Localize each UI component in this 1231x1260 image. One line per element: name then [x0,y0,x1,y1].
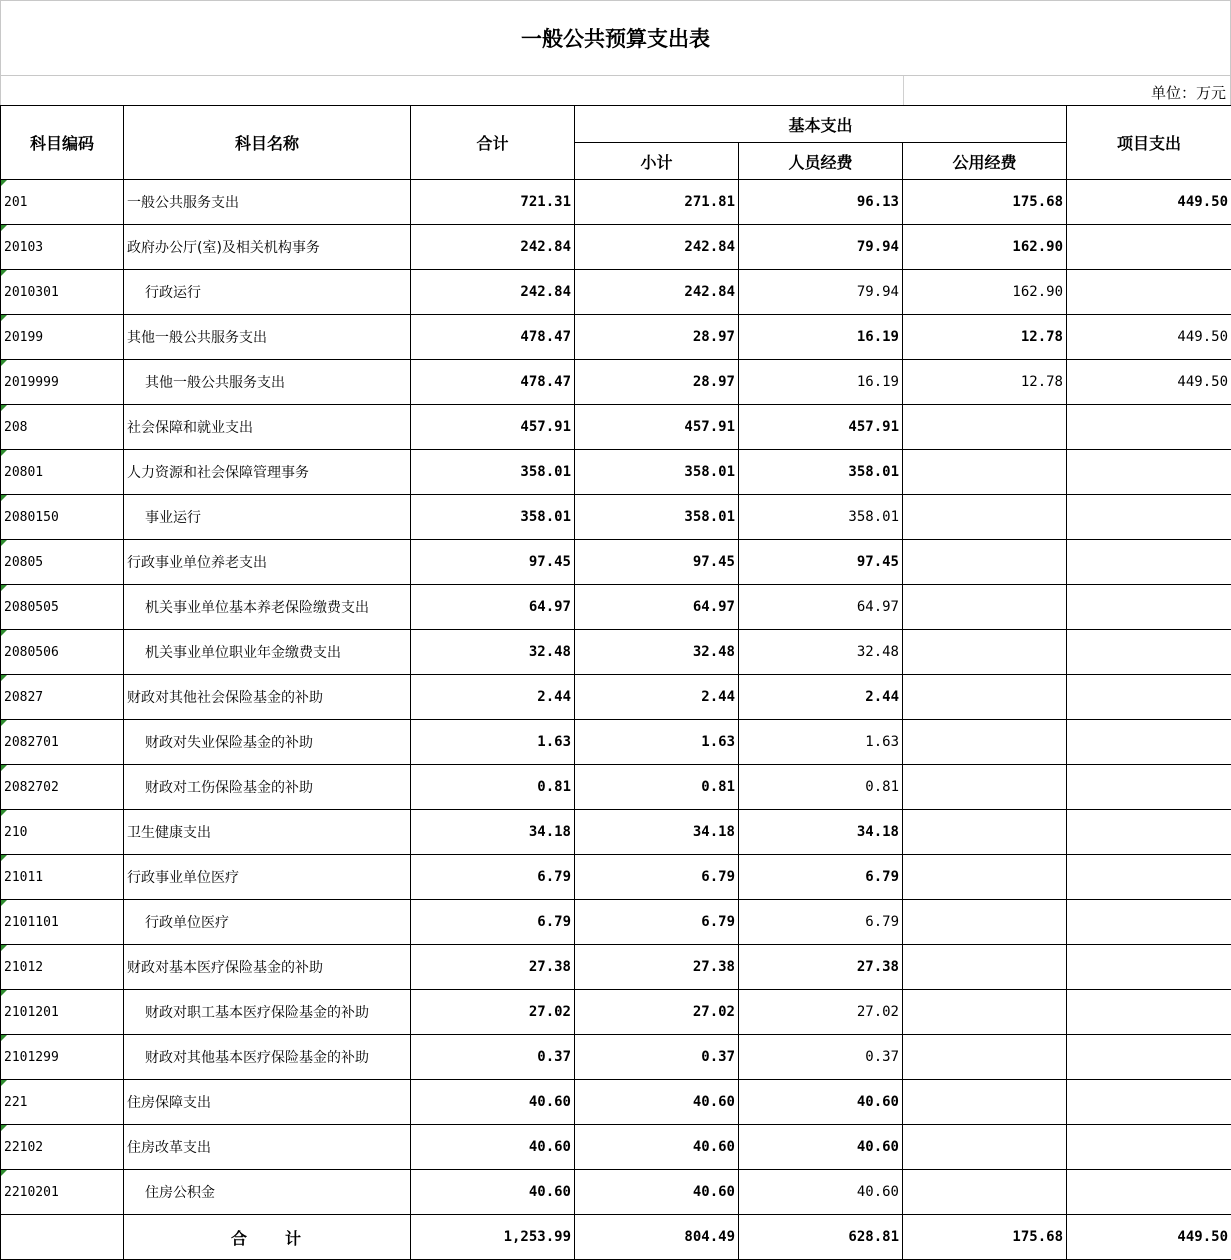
cell-subtotal: 28.97 [575,360,739,405]
cell-name: 行政单位医疗 [124,900,411,945]
cell-total: 40.60 [411,1080,575,1125]
cell-total: 478.47 [411,360,575,405]
total-personnel: 628.81 [739,1215,903,1260]
cell-total: 721.31 [411,180,575,225]
cell-project: 449.50 [1067,360,1231,405]
cell-name: 住房公积金 [124,1170,411,1215]
cell-public [903,675,1067,720]
header-personnel: 人员经费 [739,143,903,180]
cell-personnel: 16.19 [739,360,903,405]
cell-personnel: 40.60 [739,1080,903,1125]
cell-total: 40.60 [411,1125,575,1170]
unit-label: 单位：万元 [1150,84,1226,102]
cell-public [903,900,1067,945]
cell-personnel: 34.18 [739,810,903,855]
table-row [1,315,1231,360]
cell-code: 2019999 [1,360,124,405]
total-public: 175.68 [903,1215,1067,1260]
cell-subtotal: 34.18 [575,810,739,855]
cell-personnel: 40.60 [739,1170,903,1215]
cell-subtotal: 358.01 [575,450,739,495]
cell-public [903,495,1067,540]
cell-subtotal: 457.91 [575,405,739,450]
cell-total: 242.84 [411,270,575,315]
cell-total: 358.01 [411,495,575,540]
cell-personnel: 0.37 [739,1035,903,1080]
cell-code: 20801 [1,450,124,495]
table-row [1,1170,1231,1215]
cell-name: 人力资源和社会保障管理事务 [124,450,411,495]
cell-personnel: 27.02 [739,990,903,1035]
cell-name: 财政对失业保险基金的补助 [124,720,411,765]
cell-code: 210 [1,810,124,855]
cell-public [903,945,1067,990]
cell-public [903,720,1067,765]
cell-total: 358.01 [411,450,575,495]
cell-project [1067,1035,1231,1080]
cell-total: 0.81 [411,765,575,810]
table-row [1,360,1231,405]
header-total: 合计 [411,106,575,180]
cell-project [1067,270,1231,315]
cell-name: 行政事业单位养老支出 [124,540,411,585]
cell-personnel: 97.45 [739,540,903,585]
cell-subtotal: 1.63 [575,720,739,765]
unit-bar [0,76,1231,106]
cell-code: 20827 [1,675,124,720]
cell-name: 其他一般公共服务支出 [124,315,411,360]
cell-subtotal: 40.60 [575,1125,739,1170]
cell-public [903,765,1067,810]
cell-personnel: 2.44 [739,675,903,720]
cell-public [903,855,1067,900]
cell-personnel: 40.60 [739,1125,903,1170]
cell-public [903,1170,1067,1215]
cell-public [903,810,1067,855]
cell-name: 卫生健康支出 [124,810,411,855]
cell-subtotal: 0.81 [575,765,739,810]
cell-total: 40.60 [411,1170,575,1215]
cell-personnel: 6.79 [739,855,903,900]
cell-subtotal: 40.60 [575,1080,739,1125]
cell-project [1067,945,1231,990]
table-row [1,1080,1231,1125]
cell-public [903,450,1067,495]
cell-project: 449.50 [1067,315,1231,360]
cell-code: 2210201 [1,1170,124,1215]
cell-personnel: 32.48 [739,630,903,675]
cell-total: 2.44 [411,675,575,720]
total-project: 449.50 [1067,1215,1231,1260]
cell-public [903,1125,1067,1170]
cell-code: 20199 [1,315,124,360]
header-public: 公用经费 [903,143,1067,180]
cell-subtotal: 271.81 [575,180,739,225]
cell-public: 175.68 [903,180,1067,225]
header-project: 项目支出 [1067,106,1231,180]
table-row [1,540,1231,585]
cell-project [1067,900,1231,945]
cell-name: 财政对工伤保险基金的补助 [124,765,411,810]
cell-subtotal: 27.02 [575,990,739,1035]
table-row [1,675,1231,720]
cell-subtotal: 27.38 [575,945,739,990]
cell-project [1067,495,1231,540]
table-header [1,106,1231,180]
cell-name: 一般公共服务支出 [124,180,411,225]
cell-code: 2101101 [1,900,124,945]
cell-total: 6.79 [411,855,575,900]
cell-personnel: 0.81 [739,765,903,810]
header-basic: 基本支出 [575,106,1067,143]
cell-subtotal: 358.01 [575,495,739,540]
cell-personnel: 16.19 [739,315,903,360]
cell-code: 2080150 [1,495,124,540]
cell-subtotal: 6.79 [575,855,739,900]
cell-total: 27.02 [411,990,575,1035]
cell-public [903,585,1067,630]
table-row [1,855,1231,900]
cell-code: 201 [1,180,124,225]
cell-subtotal: 6.79 [575,900,739,945]
header-subtotal: 小计 [575,143,739,180]
cell-name: 财政对其他社会保险基金的补助 [124,675,411,720]
cell-personnel: 96.13 [739,180,903,225]
cell-code: 2082701 [1,720,124,765]
cell-total: 97.45 [411,540,575,585]
cell-personnel: 358.01 [739,450,903,495]
cell-project [1067,720,1231,765]
cell-total: 457.91 [411,405,575,450]
cell-code: 2010301 [1,270,124,315]
total-code-cell [1,1215,124,1260]
cell-code: 2080505 [1,585,124,630]
cell-total: 32.48 [411,630,575,675]
cell-code: 21011 [1,855,124,900]
cell-code: 2082702 [1,765,124,810]
cell-subtotal: 40.60 [575,1170,739,1215]
table-row [1,180,1231,225]
total-label: 合 计 [124,1215,411,1260]
cell-public [903,1080,1067,1125]
cell-personnel: 27.38 [739,945,903,990]
cell-public: 162.90 [903,270,1067,315]
table-row [1,765,1231,810]
page-title-text: 一般公共预算支出表 [521,27,710,51]
cell-code: 208 [1,405,124,450]
cell-total: 6.79 [411,900,575,945]
cell-project: 449.50 [1067,180,1231,225]
cell-project [1067,540,1231,585]
cell-total: 1.63 [411,720,575,765]
cell-total: 478.47 [411,315,575,360]
total-row [1,1215,1231,1260]
cell-code: 20805 [1,540,124,585]
cell-public [903,630,1067,675]
cell-code: 22102 [1,1125,124,1170]
cell-personnel: 79.94 [739,225,903,270]
cell-name: 事业运行 [124,495,411,540]
cell-project [1067,675,1231,720]
cell-public: 12.78 [903,315,1067,360]
header-name: 科目名称 [124,106,411,180]
page-title [0,0,1231,76]
table-row [1,720,1231,765]
cell-total: 64.97 [411,585,575,630]
cell-public [903,990,1067,1035]
cell-name: 行政运行 [124,270,411,315]
cell-subtotal: 242.84 [575,270,739,315]
table-row [1,270,1231,315]
cell-total: 242.84 [411,225,575,270]
table-row [1,1035,1231,1080]
cell-personnel: 457.91 [739,405,903,450]
cell-project [1067,450,1231,495]
cell-code: 21012 [1,945,124,990]
cell-total: 34.18 [411,810,575,855]
cell-personnel: 79.94 [739,270,903,315]
cell-name: 社会保障和就业支出 [124,405,411,450]
cell-name: 机关事业单位职业年金缴费支出 [124,630,411,675]
table-row [1,585,1231,630]
table-row [1,495,1231,540]
cell-public [903,540,1067,585]
cell-subtotal: 32.48 [575,630,739,675]
cell-name: 其他一般公共服务支出 [124,360,411,405]
cell-name: 财政对其他基本医疗保险基金的补助 [124,1035,411,1080]
cell-project [1067,990,1231,1035]
cell-name: 财政对基本医疗保险基金的补助 [124,945,411,990]
cell-subtotal: 97.45 [575,540,739,585]
cell-public [903,1035,1067,1080]
cell-project [1067,765,1231,810]
total-subtotal: 804.49 [575,1215,739,1260]
cell-subtotal: 28.97 [575,315,739,360]
budget-table [0,105,1231,1260]
cell-subtotal: 242.84 [575,225,739,270]
cell-project [1067,630,1231,675]
table-row [1,405,1231,450]
cell-code: 2101201 [1,990,124,1035]
total-total: 1,253.99 [411,1215,575,1260]
table-row [1,225,1231,270]
cell-total: 27.38 [411,945,575,990]
cell-public: 162.90 [903,225,1067,270]
cell-total: 0.37 [411,1035,575,1080]
table-row [1,945,1231,990]
cell-subtotal: 0.37 [575,1035,739,1080]
cell-project [1067,1080,1231,1125]
cell-project [1067,405,1231,450]
table-row [1,990,1231,1035]
cell-public [903,405,1067,450]
cell-subtotal: 2.44 [575,675,739,720]
table-row [1,630,1231,675]
cell-name: 住房保障支出 [124,1080,411,1125]
cell-project [1067,1170,1231,1215]
cell-name: 政府办公厅(室)及相关机构事务 [124,225,411,270]
cell-personnel: 64.97 [739,585,903,630]
cell-public: 12.78 [903,360,1067,405]
cell-code: 2080506 [1,630,124,675]
cell-personnel: 358.01 [739,495,903,540]
cell-project [1067,810,1231,855]
header-code: 科目编码 [1,106,124,180]
cell-code: 20103 [1,225,124,270]
cell-personnel: 1.63 [739,720,903,765]
table-body [1,180,1231,1215]
cell-project [1067,855,1231,900]
cell-name: 住房改革支出 [124,1125,411,1170]
table-row [1,1125,1231,1170]
cell-name: 机关事业单位基本养老保险缴费支出 [124,585,411,630]
cell-project [1067,585,1231,630]
cell-personnel: 6.79 [739,900,903,945]
cell-name: 财政对职工基本医疗保险基金的补助 [124,990,411,1035]
cell-subtotal: 64.97 [575,585,739,630]
table-row [1,810,1231,855]
cell-code: 221 [1,1080,124,1125]
unit-divider [903,76,904,106]
cell-name: 行政事业单位医疗 [124,855,411,900]
table-row [1,450,1231,495]
cell-project [1067,225,1231,270]
table-row [1,900,1231,945]
cell-code: 2101299 [1,1035,124,1080]
cell-project [1067,1125,1231,1170]
